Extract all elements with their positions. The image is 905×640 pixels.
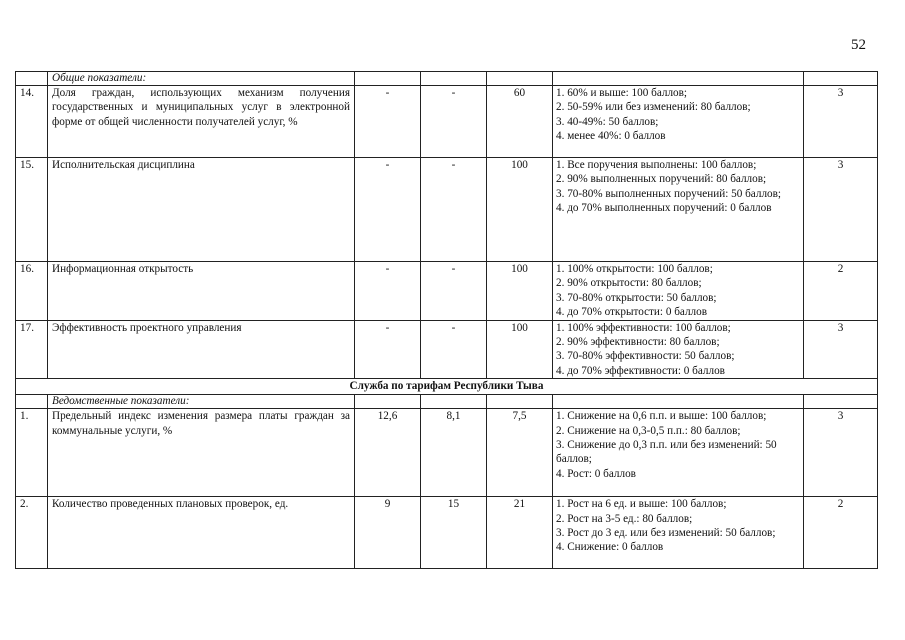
indicator-number: 16. <box>16 262 48 321</box>
evaluation-criteria <box>553 497 804 569</box>
section-empty-cell <box>355 72 421 86</box>
agency-title: Служба по тарифам Республики Тыва <box>16 379 878 395</box>
section-empty-cell <box>804 72 878 86</box>
indicator-name: Информационная открытость <box>48 262 355 321</box>
value-year-1: - <box>355 158 421 262</box>
section-empty-cell <box>16 72 48 86</box>
criteria-line: 2. Рост на 3-5 ед.: 80 баллов; <box>556 512 693 525</box>
criteria-line: 1. 60% и выше: 100 баллов; <box>556 87 688 99</box>
evaluation-criteria <box>553 262 804 321</box>
indicator-row <box>16 409 878 497</box>
indicator-row <box>16 86 878 158</box>
section-empty-cell <box>487 395 553 409</box>
value-year-1: - <box>355 86 421 158</box>
value-year-2: - <box>421 320 487 379</box>
value-year-2: - <box>421 262 487 321</box>
criteria-line: 1. 100% открытости: 100 баллов; <box>556 263 713 275</box>
indicator-weight: 3 <box>804 158 878 262</box>
criteria-line: 2. 90% открытости: 80 баллов; <box>556 277 702 290</box>
value-year-2: 15 <box>421 497 487 569</box>
indicator-weight: 3 <box>804 409 878 497</box>
value-target: 100 <box>487 320 553 379</box>
indicator-row <box>16 497 878 569</box>
indicator-weight: 3 <box>804 86 878 158</box>
indicator-weight: 2 <box>804 262 878 321</box>
value-year-1: - <box>355 262 421 321</box>
criteria-line: 3. 70-80% эффективности: 50 баллов; <box>556 350 735 363</box>
criteria-line: 2. Снижение на 0,3-0,5 п.п.: 80 баллов; <box>556 424 741 437</box>
indicator-name: Количество проведенных плановых проверок, ед. <box>48 497 355 569</box>
section-empty-cell <box>553 72 804 86</box>
agency-row <box>16 379 878 395</box>
criteria-line: 2. 90% выполненных поручений: 80 баллов; <box>556 173 767 186</box>
indicators-table <box>15 71 878 569</box>
indicator-name: Исполнительская дисциплина <box>48 158 355 262</box>
criteria-line: 4. до 70% эффективности: 0 баллов <box>556 364 725 377</box>
section-general-header <box>16 72 878 86</box>
criteria-line: 3. Рост до 3 ед. или без изменений: 50 баллов; <box>556 527 776 540</box>
indicator-row <box>16 158 878 262</box>
value-year-1: 9 <box>355 497 421 569</box>
evaluation-criteria <box>553 86 804 158</box>
evaluation-criteria <box>553 409 804 497</box>
criteria-line: 3. 70-80% открытости: 50 баллов; <box>556 291 717 304</box>
value-year-1: 12,6 <box>355 409 421 497</box>
section-empty-cell <box>421 395 487 409</box>
criteria-line: 3. Снижение до 0,3 п.п. или без изменений: 50 баллов; <box>556 439 777 466</box>
criteria-line: 4. Рост: 0 баллов <box>556 467 636 480</box>
indicator-row <box>16 262 878 321</box>
value-year-2: - <box>421 86 487 158</box>
value-year-1: - <box>355 320 421 379</box>
section-empty-cell <box>421 72 487 86</box>
value-target: 7,5 <box>487 409 553 497</box>
indicator-number: 2. <box>16 497 48 569</box>
indicator-weight: 3 <box>804 320 878 379</box>
value-year-2: 8,1 <box>421 409 487 497</box>
value-target: 100 <box>487 158 553 262</box>
section-empty-cell <box>16 395 48 409</box>
section-empty-cell <box>487 72 553 86</box>
section-empty-cell <box>553 395 804 409</box>
indicator-name: Эффективность проектного управления <box>48 320 355 379</box>
indicator-name: Доля граждан, использующих механизм получения государственных и муниципальных услуг в электронной форме от общей численности получателей услуг, % <box>48 86 355 158</box>
criteria-line: 4. до 70% выполненных поручений: 0 баллов <box>556 202 772 215</box>
criteria-line: 4. менее 40%: 0 баллов <box>556 130 666 143</box>
evaluation-criteria <box>553 158 804 262</box>
criteria-line: 2. 90% эффективности: 80 баллов; <box>556 336 720 349</box>
indicator-row <box>16 320 878 379</box>
indicator-number: 14. <box>16 86 48 158</box>
criteria-line: 1. 100% эффективности: 100 баллов; <box>556 321 731 334</box>
criteria-line: 1. Снижение на 0,6 п.п. и выше: 100 баллов; <box>556 410 767 423</box>
indicator-weight: 2 <box>804 497 878 569</box>
indicator-name: Предельный индекс изменения размера платы граждан за коммунальные услуги, % <box>48 409 355 497</box>
criteria-line: 3. 70-80% выполненных поручений: 50 баллов; <box>556 187 782 200</box>
value-target: 21 <box>487 497 553 569</box>
criteria-line: 1. Рост на 6 ед. и выше: 100 баллов; <box>556 498 727 511</box>
criteria-line: 3. 40-49%: 50 баллов; <box>556 115 659 128</box>
indicator-number: 15. <box>16 158 48 262</box>
section-empty-cell <box>804 395 878 409</box>
indicator-number: 17. <box>16 320 48 379</box>
indicator-number: 1. <box>16 409 48 497</box>
section-departmental-header <box>16 395 878 409</box>
criteria-line: 2. 50-59% или без изменений: 80 баллов; <box>556 101 751 114</box>
section-header: Общие показатели: <box>48 72 355 86</box>
criteria-line: 4. до 70% открытости: 0 баллов <box>556 306 708 319</box>
section-empty-cell <box>355 395 421 409</box>
criteria-line: 1. Все поручения выполнены: 100 баллов; <box>556 159 757 171</box>
page-number: 52 <box>851 37 866 53</box>
criteria-line: 4. Снижение: 0 баллов <box>556 541 664 554</box>
value-year-2: - <box>421 158 487 262</box>
value-target: 60 <box>487 86 553 158</box>
section-header: Ведомственные показатели: <box>48 395 355 409</box>
value-target: 100 <box>487 262 553 321</box>
evaluation-criteria <box>553 320 804 379</box>
